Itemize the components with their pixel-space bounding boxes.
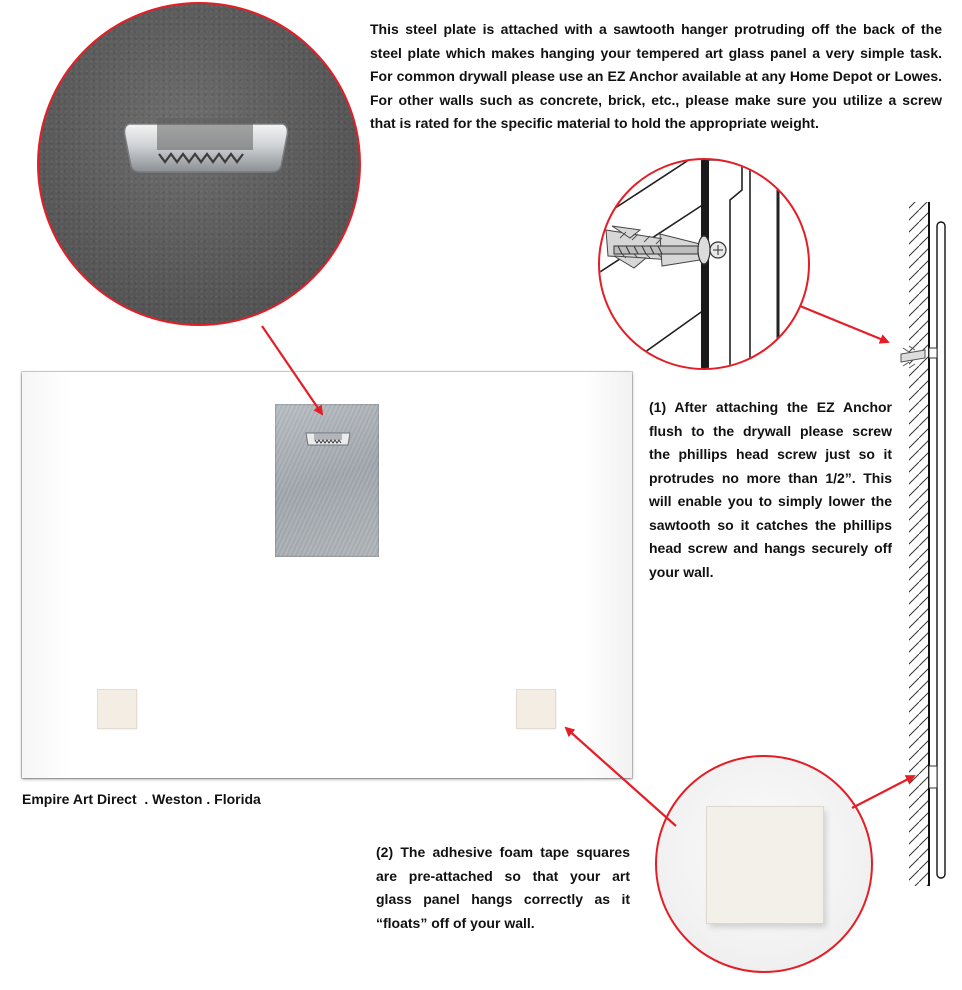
arrow-to-hanger bbox=[262, 326, 322, 414]
step-2-paragraph: (2) The adhesive foam tape squares are pre-attached so that your art glass panel hangs correctly as it “floats” off of your wall. bbox=[376, 844, 630, 931]
step-1-paragraph: (1) After attaching the EZ Anchor flush to the drywall please screw the phillips head screw just so it protrudes no more than 1/2”. This will enable you to simply lower the sawtooth so it catches the phillips head screw and hangs securely off your wall. bbox=[649, 399, 892, 580]
arrow-to-screw bbox=[800, 306, 888, 342]
arrow-to-foam-square bbox=[566, 728, 676, 826]
arrow-to-wall-foam bbox=[852, 776, 914, 808]
intro-paragraph: This steel plate is attached with a sawtooth hanger protruding off the back of the steel plate which makes hanging your tempered art glass panel a very simple task. For common drywall please use an EZ Anchor available at any Home Depot or Lowes. For other walls such as concrete, brick, etc., please make sure you utilize a screw that is rated for the specific material to hold the appropriate weight. bbox=[370, 21, 942, 131]
company-footer: Empire Art Direct . Weston . Florida bbox=[22, 791, 261, 807]
